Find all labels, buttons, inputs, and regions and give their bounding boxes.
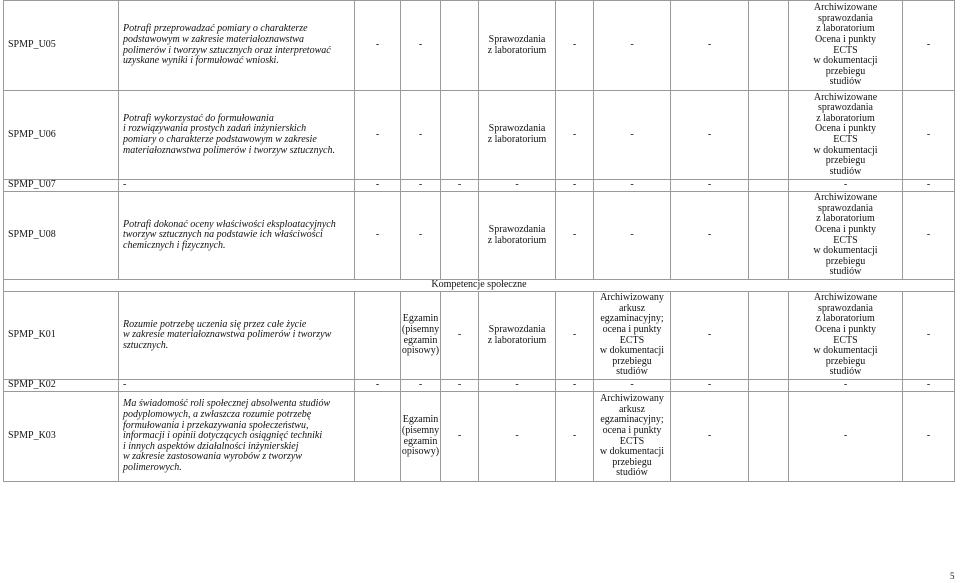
empty-cell [355,392,401,482]
dash-cell: - [903,180,955,192]
empty-cell [749,91,789,180]
archive-exam-cell: Archiwizowany arkusz egzaminacyjny; ocena i punkty ECTS w dokumentacji przebiegu studiów [594,392,671,482]
dash-cell: - [594,192,671,280]
dash-cell: - [401,380,441,392]
dash-cell: - [441,380,479,392]
empty-cell [749,292,789,380]
description-cell: Potrafi przeprowadzać pomiary o charakterze podstawowym w zakresie materiałoznawstwa polimerów i tworzyw sztucznych oraz interpretować uzyskane wyniki i formułować wnioski. [119,1,355,91]
code-cell: SPMP_U05 [4,1,119,91]
section-title: Kompetencje społeczne [4,280,955,292]
archive-exam-cell: Archiwizowany arkusz egzaminacyjny; ocena i punkty ECTS w dokumentacji przebiegu studiów [594,292,671,380]
dash-cell: - [903,1,955,91]
code-cell: SPMP_K02 [4,380,119,392]
dash-cell: - [441,180,479,192]
dash-cell: - [789,392,903,482]
dash-cell: - [903,192,955,280]
dash-cell: - [903,292,955,380]
archive-cell: Archiwizowane sprawozdania z laboratorium Ocena i punkty ECTS w dokumentacji przebiegu studiów [789,292,903,380]
table-row-k02 [4,380,955,392]
exam-cell: Egzamin (pisemny egzamin opisowy) [401,392,441,482]
dash-cell: - [355,1,401,91]
empty-cell [355,292,401,380]
dash-cell: - [479,392,556,482]
lab-report-cell: Sprawozdania z laboratorium [479,1,556,91]
empty-cell [749,180,789,192]
dash-cell: - [556,292,594,380]
table-row-u07 [4,180,955,192]
description-cell: Ma świadomość roli społecznej absolwenta studiów podyplomowych, a zwłaszcza rozumie potrzebę formułowania i przekazywania społeczeństwu, informacji i opinii dotyczących osiągnięć techniki i innych aspektów działalności inżynierskiej w zakresie zastosowania wyrobów z tworzyw polimerowych. [119,392,355,482]
dash-cell: - [903,380,955,392]
page-number: 5 [950,571,955,581]
section-header-row [4,280,955,292]
lab-report-cell: Sprawozdania z laboratorium [479,91,556,180]
table-row-k03 [4,392,955,482]
dash-cell: - [556,1,594,91]
dash-cell: - [401,91,441,180]
dash-cell: - [119,380,355,392]
dash-cell: - [594,180,671,192]
dash-cell: - [671,180,749,192]
description-cell: Rozumie potrzebę uczenia się przez całe życie w zakresie materiałoznawstwa polimerów i tworzyw sztucznych. [119,292,355,380]
dash-cell: - [441,292,479,380]
dash-cell: - [671,392,749,482]
dash-cell: - [903,392,955,482]
table-row-u08 [4,192,955,280]
table-row-u05 [4,1,955,91]
dash-cell: - [479,180,556,192]
dash-cell: - [355,192,401,280]
lab-report-cell: Sprawozdania z laboratorium [479,192,556,280]
dash-cell: - [594,91,671,180]
empty-cell [749,380,789,392]
lab-report-cell: Sprawozdania z laboratorium [479,292,556,380]
empty-cell [749,192,789,280]
code-cell: SPMP_U07 [4,180,119,192]
dash-cell: - [479,380,556,392]
dash-cell: - [355,380,401,392]
empty-cell [749,392,789,482]
archive-cell: Archiwizowane sprawozdania z laboratorium Ocena i punkty ECTS w dokumentacji przebiegu studiów [789,1,903,91]
dash-cell: - [119,180,355,192]
archive-cell: Archiwizowane sprawozdania z laboratorium Ocena i punkty ECTS w dokumentacji przebiegu studiów [789,91,903,180]
table-row-u06 [4,91,955,180]
dash-cell: - [594,1,671,91]
table-row-k01 [4,292,955,380]
empty-cell [441,91,479,180]
dash-cell: - [556,180,594,192]
dash-cell: - [594,380,671,392]
dash-cell: - [671,91,749,180]
exam-cell: Egzamin (pisemny egzamin opisowy) [401,292,441,380]
dash-cell: - [401,192,441,280]
description-cell: Potrafi dokonać oceny właściwości eksploatacyjnych tworzyw sztucznych na podstawie ich właściwości chemicznych i fizycznych. [119,192,355,280]
code-cell: SPMP_U08 [4,192,119,280]
dash-cell: - [671,380,749,392]
code-cell: SPMP_U06 [4,91,119,180]
dash-cell: - [789,380,903,392]
archive-cell: Archiwizowane sprawozdania z laboratorium Ocena i punkty ECTS w dokumentacji przebiegu studiów [789,192,903,280]
empty-cell [749,1,789,91]
code-cell: SPMP_K01 [4,292,119,380]
dash-cell: - [903,91,955,180]
dash-cell: - [789,180,903,192]
dash-cell: - [441,392,479,482]
dash-cell: - [401,180,441,192]
dash-cell: - [556,91,594,180]
learning-outcomes-table [3,0,955,482]
dash-cell: - [401,1,441,91]
dash-cell: - [671,292,749,380]
code-cell: SPMP_K03 [4,392,119,482]
dash-cell: - [355,180,401,192]
dash-cell: - [556,192,594,280]
description-cell: Potrafi wykorzystać do formułowania i rozwiązywania prostych zadań inżynierskich pomiary o charakterze podstawowym w zakresie materiałoznawstwa polimerów i tworzyw sztucznych. [119,91,355,180]
dash-cell: - [556,392,594,482]
dash-cell: - [556,380,594,392]
empty-cell [441,1,479,91]
dash-cell: - [671,1,749,91]
dash-cell: - [355,91,401,180]
empty-cell [441,192,479,280]
dash-cell: - [671,192,749,280]
